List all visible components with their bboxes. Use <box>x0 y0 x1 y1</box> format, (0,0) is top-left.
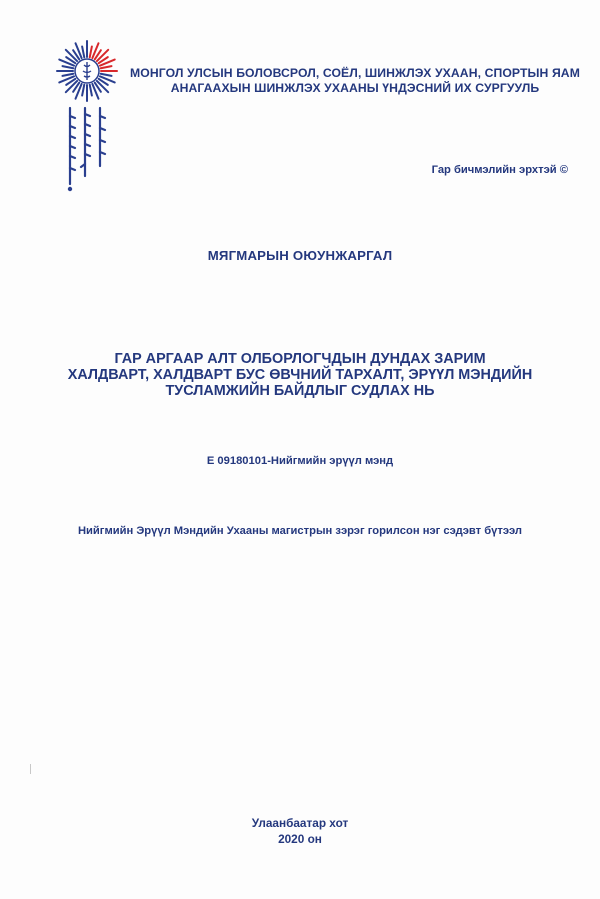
degree-statement: Нийгмийн Эрүүл Мэндийн Ухааны магистрын зэрэг горилсон нэг сэдэвт бүтээл <box>77 525 523 537</box>
institution-header <box>130 66 580 96</box>
logo-ray <box>82 46 84 57</box>
logo-ray <box>62 74 73 76</box>
scan-mark <box>30 764 31 774</box>
logo-ray <box>82 85 84 96</box>
university-logo-icon <box>52 36 122 196</box>
thesis-title-line: ХАЛДВАРТ, ХАЛДВАРТ БУС ӨВЧНИЙ ТАРХАЛТ, ЭРҮҮЛ МЭНДИЙН <box>67 367 533 383</box>
thesis-title-line: ГАР АРГААР АЛТ ОЛБОРЛОГЧДЫН ДУНДАХ ЗАРИМ <box>114 351 486 367</box>
ministry-name: МОНГОЛ УЛСЫН БОЛОВСРОЛ, СОЁЛ, ШИНЖЛЭХ УХААН, СПОРТЫН ЯАМ <box>130 66 580 80</box>
city: Улаанбаатар хот <box>251 816 349 830</box>
place-and-year <box>0 815 600 847</box>
logo-ray <box>90 46 92 57</box>
year: 2020 он <box>278 832 322 846</box>
specialty-code: Е 09180101-Нийгмийн эрүүл мэнд <box>206 455 394 467</box>
logo-ray <box>62 66 73 68</box>
copyright-notice: Гар бичмэлийн эрхтэй © <box>431 164 568 176</box>
logo-ray <box>90 85 92 96</box>
logo-ray <box>101 74 112 76</box>
author-name: МЯГМАРЫН ОЮУНЖАРГАЛ <box>207 248 393 263</box>
thesis-title <box>60 351 540 399</box>
thesis-title-line: ТУСЛАМЖИЙН БАЙДЛЫГ СУДЛАХ НЬ <box>165 383 435 399</box>
logo-ray <box>101 66 112 68</box>
university-name: АНАГААХЫН ШИНЖЛЭХ УХААНЫ ҮНДЭСНИЙ ИХ СУРГУУЛЬ <box>170 81 540 95</box>
